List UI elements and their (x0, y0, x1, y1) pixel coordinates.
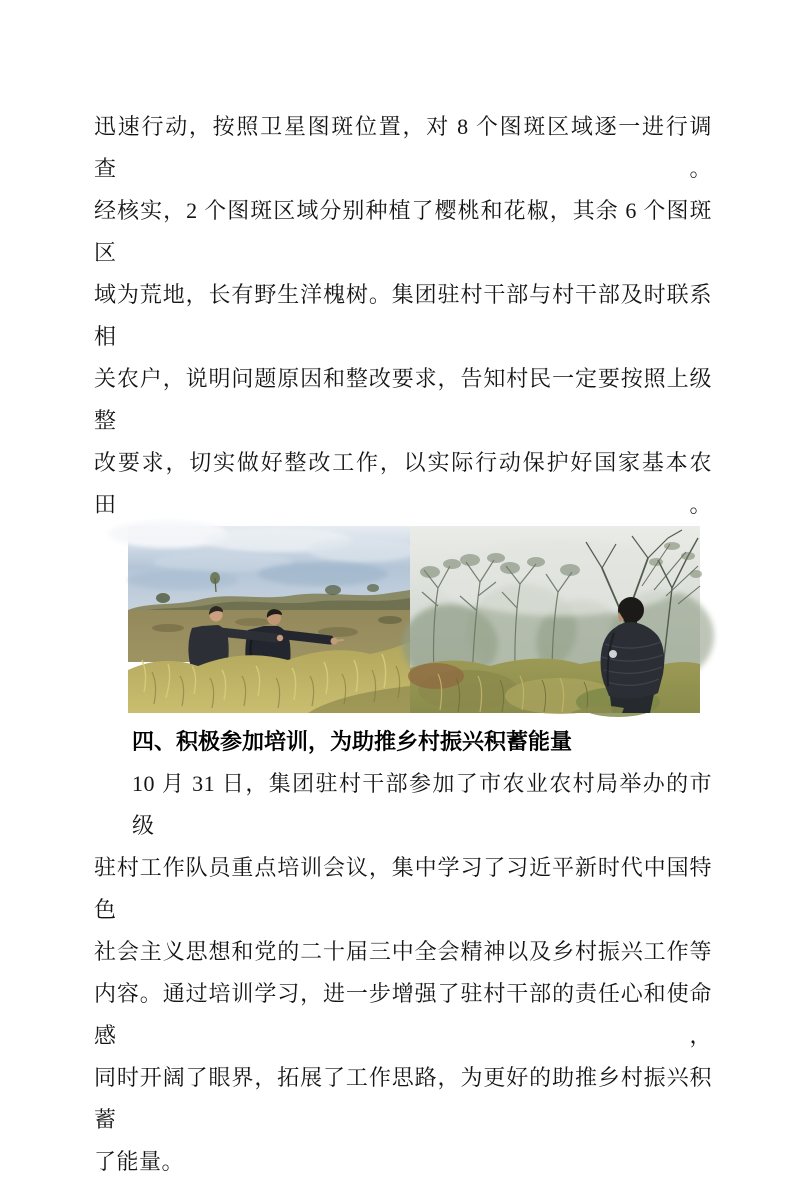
paragraph1-line-1: 迅速行动，按照卫星图斑位置，对 8 个图斑区域逐一进行调查。 (94, 114, 712, 181)
paragraph2-line-2: 驻村工作队员重点培训会议，集中学习了习近平新时代中国特色 (94, 855, 712, 922)
paragraph2-line-3: 社会主义思想和党的二十届三中全会精神以及乡村振兴工作等 (94, 939, 712, 964)
photo-fog-man-puffer-jacket (410, 526, 700, 713)
paragraph2-line-5: 同时开阔了眼界，拓展了工作思路，为更好的助推乡村振兴积蓄 (94, 1065, 712, 1132)
paragraph2-line-6: 了能量。 (94, 1149, 185, 1174)
paragraph2-line-4: 内容。通过培训学习，进一步增强了驻村干部的责任心和使命感， (94, 981, 712, 1048)
document-content (94, 0, 712, 1183)
section-heading: 四、积极参加培训，为助推乡村振兴积蓄能量 (132, 729, 573, 754)
paragraph1-line-3: 域为荒地，长有野生洋槐树。集团驻村干部与村干部及时联系相 (94, 282, 712, 349)
inline-photo-figure (128, 526, 700, 713)
paragraph1-line-2: 经核实，2 个图斑区域分别种植了樱桃和花椒，其余 6 个图斑区 (94, 198, 712, 265)
paragraph2-line-1: 10 月 31 日，集团驻村干部参加了市农业农村局举办的市级 (132, 771, 712, 838)
paragraph1-line-5: 改要求，切实做好整改工作，以实际行动保护好国家基本农田。 (94, 450, 712, 517)
paragraph1-line-4: 关农户，说明问题原因和整改要求，告知村民一定要按照上级整 (94, 366, 712, 433)
photo-field-two-men-pointing (128, 526, 410, 713)
